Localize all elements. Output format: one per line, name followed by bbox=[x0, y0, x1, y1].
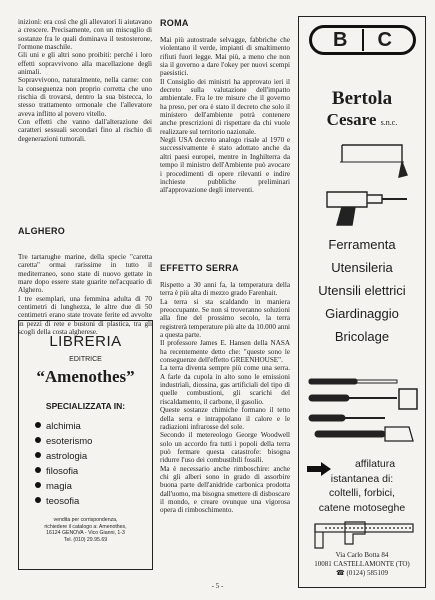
address-block: Via Carlo Botta 84 10081 CASTELLAMONTE (TO) ☎ (0124) 585109 bbox=[314, 551, 410, 577]
bullet-icon bbox=[35, 467, 41, 473]
list-item: astrologia bbox=[35, 449, 152, 464]
phone-icon: ☎ bbox=[336, 569, 345, 577]
paragraph: Queste sostanze chimiche formano il tetto della serra e intrappolano il calore e le radiazioni infrarosse del sole. bbox=[160, 406, 290, 431]
paragraph: I tre esemplari, una femmina adulta di 70 centimetri di lunghezza, le altre due di 50 centimetri erano state trovate ferite ed avvolte in pezzi di rete e bustoni di plastica, tra gli scogli della costa algherese. bbox=[18, 294, 152, 337]
paragraph: Sopravvivono, naturalmente, nella carne: con la conseguenza non proprio corretta che uno rischia di trovarsi, dentro la sua bistecca, lo stesso trattamento ormonale che l'allevatore aveva inflitto al povero vitello. bbox=[18, 76, 152, 118]
roma-section bbox=[160, 18, 290, 28]
caliper-icon bbox=[305, 520, 421, 550]
paragraph: Il professore James E. Hansen della NASA ha recentemente detto che: "queste sono le conseguenze dell'effetto GREENHOUSE". bbox=[160, 339, 290, 365]
paragraph: Negli USA decreto analogo risale al 1970 e successivamente è stato adottato anche da altri paesi europei, mentre in Inghilterra da tempo il ministro dell'Ambiente può avocare i procedimenti di opere rilevanti e indire inchieste pubbliche preliminari all'approvazione degli interventi. bbox=[160, 136, 290, 195]
paragraph: La terra si sta scaldando in maniera preoccupante. Se non si troveranno soluzioni alla fine del prossimo secolo, la terra registrerà temperature più alte da 10.000 anni a questa parte. bbox=[160, 297, 290, 340]
roma-text bbox=[160, 36, 290, 195]
alghero-heading: ALGHERO bbox=[18, 226, 66, 236]
intro-article bbox=[18, 18, 152, 143]
bullet-icon bbox=[35, 422, 41, 428]
shop-name: “Amenothes” bbox=[36, 367, 135, 386]
list-item: filosofia bbox=[35, 464, 152, 479]
alghero-section bbox=[18, 226, 152, 236]
company-name-line1: Bertola bbox=[331, 88, 393, 109]
bullet-icon bbox=[35, 437, 41, 443]
service-item: Bricolage bbox=[334, 329, 390, 344]
list-item: esoterismo bbox=[35, 434, 152, 449]
paragraph: Gli uni e gli altri sono proibiti: perché i loro effetti sopravvivono alla macellazione degli animali. bbox=[18, 51, 152, 77]
ad-footer: vendita per corrispondenza, richiedere il catalogo a: Amenothes, 16124 GENOVA - Vico Gianni, 1-3 Tel. (010) 29.95.69 bbox=[44, 517, 127, 543]
roma-heading: ROMA bbox=[160, 18, 189, 28]
serra-text bbox=[160, 281, 290, 515]
company-name-line2: Cesare s.n.c. bbox=[326, 110, 398, 129]
list-item: teosofia bbox=[35, 494, 152, 509]
bertola-cesare-ad bbox=[298, 16, 426, 588]
ad-subtitle: EDITRICE bbox=[69, 356, 102, 363]
affilatura-text: affilatura istantanea di: coltelli, forbici, catene motoseghe bbox=[318, 458, 406, 514]
column-left bbox=[18, 18, 152, 143]
ad-title: LIBRERIA bbox=[49, 333, 122, 350]
service-item: Utensili elettrici bbox=[318, 283, 406, 298]
serra-heading: EFFETTO SERRA bbox=[160, 263, 239, 273]
hacksaw-drill-icon bbox=[307, 137, 417, 227]
specialization-label: SPECIALIZZATA IN: bbox=[45, 401, 126, 411]
paragraph: inizionì: era così che gli allevatori li aiutavano a crescere. Precisamente, con un miscuglio di sostanze fra le quali dominava il testosterone, l'ormone maschile. bbox=[18, 18, 152, 52]
bullet-icon bbox=[35, 452, 41, 458]
paragraph: Mai più autostrade selvagge, fabbriche che violentano il verde, impianti di smaltimento rifiuti fuori legge. Mai più, a meno che non sia il governo a dare l'okey per nuovi scempi paesistici. bbox=[160, 36, 290, 78]
hand-tools-icon bbox=[305, 369, 421, 449]
paragraph: Con effetti che vanno dall'alterazione dei caratteri sessuali secondari fino al rischio di degenerazioni tumorali. bbox=[18, 118, 152, 143]
paragraph: Tre tartarughe marine, della specie "caretta caretta" ormai rarissime in tutto il mediterraneo, sono state di nuovo gettate in mare dopo essere state guarite nel'acquario di Alghero. bbox=[18, 253, 152, 295]
paragraph: La terra diventa sempre più come una serra. A farle da cupola in alto sono le emissioni industriali, diossina, gas artificiali del tipo di quelle combustioni, gli scarichi del riscaldamento, il carbone, il gasolio. bbox=[160, 364, 290, 406]
service-item: Utensileria bbox=[331, 260, 393, 275]
list-item: magia bbox=[35, 479, 152, 494]
subjects-list bbox=[35, 419, 152, 509]
bc-logo: B C bbox=[309, 25, 416, 55]
paragraph: Rispetto a 30 anni fa, la temperatura della terra è più alta di mezzo grado Farenhait. bbox=[160, 281, 290, 298]
service-item: Ferramenta bbox=[328, 237, 396, 252]
bullet-icon bbox=[35, 497, 41, 503]
list-item: alchimia bbox=[35, 419, 152, 434]
libreria-amenothes-ad bbox=[18, 320, 153, 570]
page-number: - 5 - bbox=[211, 582, 224, 590]
paragraph: Ma è necessario anche rimboschire: anche chi gli alberi sono in grado di assorbire buona parte dell'anidride carbonica prodotta dall'uomo, ma bisogna smettere di disboscare il mondo, e creare ovunque una vigorosa opera di rimboschimento. bbox=[160, 464, 290, 515]
service-item: Giardinaggio bbox=[325, 306, 399, 321]
paragraph: Il Consiglio dei ministri ha approvato ieri il decreto sulla valutazione dell'impatto ambientale. Fra le tre misure che il governo ha preso, per ora è stato il decreto che solo il ministero dell'ambiente potrà contenere anche prescrizioni di rispettare da chi vuole realizzare sul territorio nazionale. bbox=[160, 77, 290, 136]
services-list bbox=[299, 233, 425, 348]
bullet-icon bbox=[35, 482, 41, 488]
paragraph: Secondo il metereologo George Woodwell solo un accordo fra tutti i popoli della terra può fermare questa catastrofe: bisogna ridurre l'uso dei combustibili fossili. bbox=[160, 431, 290, 465]
serra-section bbox=[160, 263, 290, 273]
